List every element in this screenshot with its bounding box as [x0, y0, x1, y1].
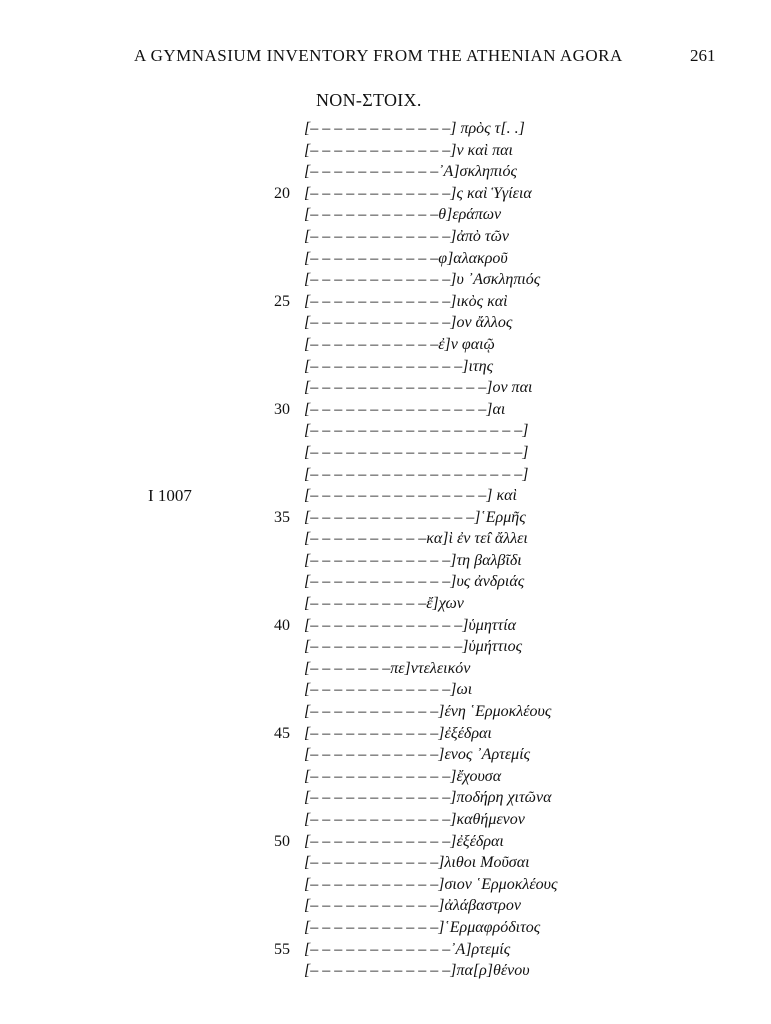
inscription-line	[0, 701, 771, 723]
inscription-line	[0, 226, 771, 248]
line-text: [– – – – – – – – – – –᾿Α]σκληπιός	[304, 163, 517, 181]
line-text: [– – – – – – – – – – – –]ωι	[304, 681, 473, 699]
inscription-line	[0, 118, 771, 140]
line-text: [– – – – – – – – – – –]ἀλάβαστρον	[304, 897, 521, 915]
inscription-line	[0, 615, 771, 637]
inscription-line	[0, 161, 771, 183]
inscription-line	[0, 183, 771, 205]
running-head: A GYMNASIUM INVENTORY FROM THE ATHENIAN AGORA	[134, 46, 623, 65]
inscription-line	[0, 809, 771, 831]
inscription-line	[0, 377, 771, 399]
inscription-line	[0, 723, 771, 745]
line-text: [– – – – – – – – – – –φ]αλακροῦ	[304, 249, 508, 267]
inscription-line	[0, 269, 771, 291]
line-text: [– – – – – – – – – – –]ένη ῾Ερμοκλέους	[304, 703, 552, 721]
inscription-line	[0, 636, 771, 658]
inscription-line	[0, 787, 771, 809]
line-text: [– – – – – – – – – – –]σιον ῾Ερμοκλέους	[304, 875, 558, 893]
line-text: [– – – – – – – – – – – –]ς καὶ Ὑγίεια	[304, 184, 532, 202]
line-number: 45	[274, 724, 290, 742]
line-text: [– – – – – – – – – – – –]υς ἀνδριάς	[304, 573, 525, 591]
inscription-line	[0, 442, 771, 464]
inscription-line	[0, 917, 771, 939]
line-text: [– – – – – – – – – – – –]ἐξέδραι	[304, 832, 504, 850]
line-text: [– – – – – – – – – – – – –]ὑμηττία	[304, 616, 517, 634]
line-text: [– – – – – – – – – – – – – – – – – –]	[304, 422, 529, 440]
inscription-line	[0, 420, 771, 442]
inscription-line	[0, 766, 771, 788]
line-text: [– – – – – – – – – –ἔ]χων	[304, 595, 464, 613]
line-text: [– – – – – – – – – – – –]ποδήρη χιτῶνα	[304, 789, 552, 807]
inscription-line	[0, 744, 771, 766]
line-text: [– – – – – – – – – –κα]ὶ ἐν τε̂ι ἄλλει	[304, 530, 528, 548]
inscription-line	[0, 874, 771, 896]
inscription-line	[0, 593, 771, 615]
line-number: 40	[274, 616, 290, 634]
line-text: [– – – – – – – – – – – –]υ ᾿Ασκληπιός	[304, 271, 541, 289]
inscription-line	[0, 550, 771, 572]
inventory-number: I 1007	[148, 486, 192, 506]
line-number: 20	[274, 184, 290, 202]
line-text: [– – – – – – – – – – – – – – –]αι	[304, 400, 506, 418]
inscription-line	[0, 356, 771, 378]
line-text: [– – – – – – – – – – –]῾Ερμαφρόδιτος	[304, 918, 541, 936]
line-number: 50	[274, 832, 290, 850]
inscription-line	[0, 312, 771, 334]
inscription-lines	[0, 118, 771, 982]
inscription-line	[0, 895, 771, 917]
line-text: [– – – – – – – – – – – –]ικὸς καὶ	[304, 292, 508, 310]
line-text: [– – – – – – – – – – –θ]εράπων	[304, 206, 502, 224]
line-text: [– – – – – – – – – – – – – –]῾Ερμῆς	[304, 508, 526, 526]
line-text: [– – – – – – – – – – – – – – –]ον παι	[304, 379, 533, 397]
line-number: 35	[274, 508, 290, 526]
inscription-line	[0, 852, 771, 874]
section-label: NON-ΣΤΟΙΧ.	[316, 90, 422, 110]
inscription-line	[0, 528, 771, 550]
line-text: [– – – – – – – – – – – – – – – – – –]	[304, 443, 529, 461]
line-text: [– – – – – – – – – – – – – – –] καὶ	[304, 487, 517, 505]
line-text: [– – – – – – – – – – – –]ἀπὸ τῶν	[304, 227, 509, 245]
page-number: 261	[690, 46, 716, 65]
line-text: [– – – – – – – – – – – –]ον ἄλλος	[304, 314, 513, 332]
inscription-line	[0, 679, 771, 701]
line-text: [– – – – – – – – – – – –]ν καὶ παι	[304, 141, 513, 159]
line-text: [– – – – – – – – – – – –]τη βαλβῖδι	[304, 551, 522, 569]
inscription-line	[0, 485, 771, 507]
line-text: [– – – – – – – – – – – – – – – – – –]	[304, 465, 529, 483]
line-text: [– – – – – – – – – – –]λιθοι Μοῦσαι	[304, 854, 530, 872]
inscription-line	[0, 507, 771, 529]
inscription-line	[0, 571, 771, 593]
line-number: 55	[274, 940, 290, 958]
line-text: [– – – – – – – – – – – – –]ιτης	[304, 357, 494, 375]
line-number: 30	[274, 400, 290, 418]
inscription-line	[0, 334, 771, 356]
inscription-line	[0, 248, 771, 270]
line-text: [– – – – – – – – – – – –] πρὸς τ[. .]	[304, 120, 525, 137]
inscription-line	[0, 399, 771, 421]
inscription-line	[0, 291, 771, 313]
inscription-line	[0, 464, 771, 486]
line-text: [– – – – – – – – – – – –᾿Α]ρτεμίς	[304, 940, 511, 958]
line-number: 25	[274, 292, 290, 310]
inscription-line	[0, 140, 771, 162]
line-text: [– – – – – – – – – – – –]καθήμενον	[304, 811, 525, 828]
line-text: [– – – – – – – – – – – – –]ὑμήττιος	[304, 638, 523, 656]
inscription-line	[0, 831, 771, 853]
line-text: [– – – – – – – – – – – –]πα[ρ]θένου	[304, 962, 530, 980]
inscription-line	[0, 204, 771, 226]
line-text: [– – – – – – – – – – – –]ἔχουσα	[304, 767, 502, 785]
inscription-line	[0, 960, 771, 982]
inscription-line	[0, 658, 771, 680]
line-text: [– – – – – – –πε]ντελεικόν	[304, 659, 471, 677]
inscription-line	[0, 939, 771, 961]
line-text: [– – – – – – – – – – –]ἐξέδραι	[304, 724, 492, 742]
line-text: [– – – – – – – – – – –]ενος ᾿Αρτεμίς	[304, 746, 531, 764]
line-text: [– – – – – – – – – – –ἐ]ν φαιῷ	[304, 335, 495, 353]
